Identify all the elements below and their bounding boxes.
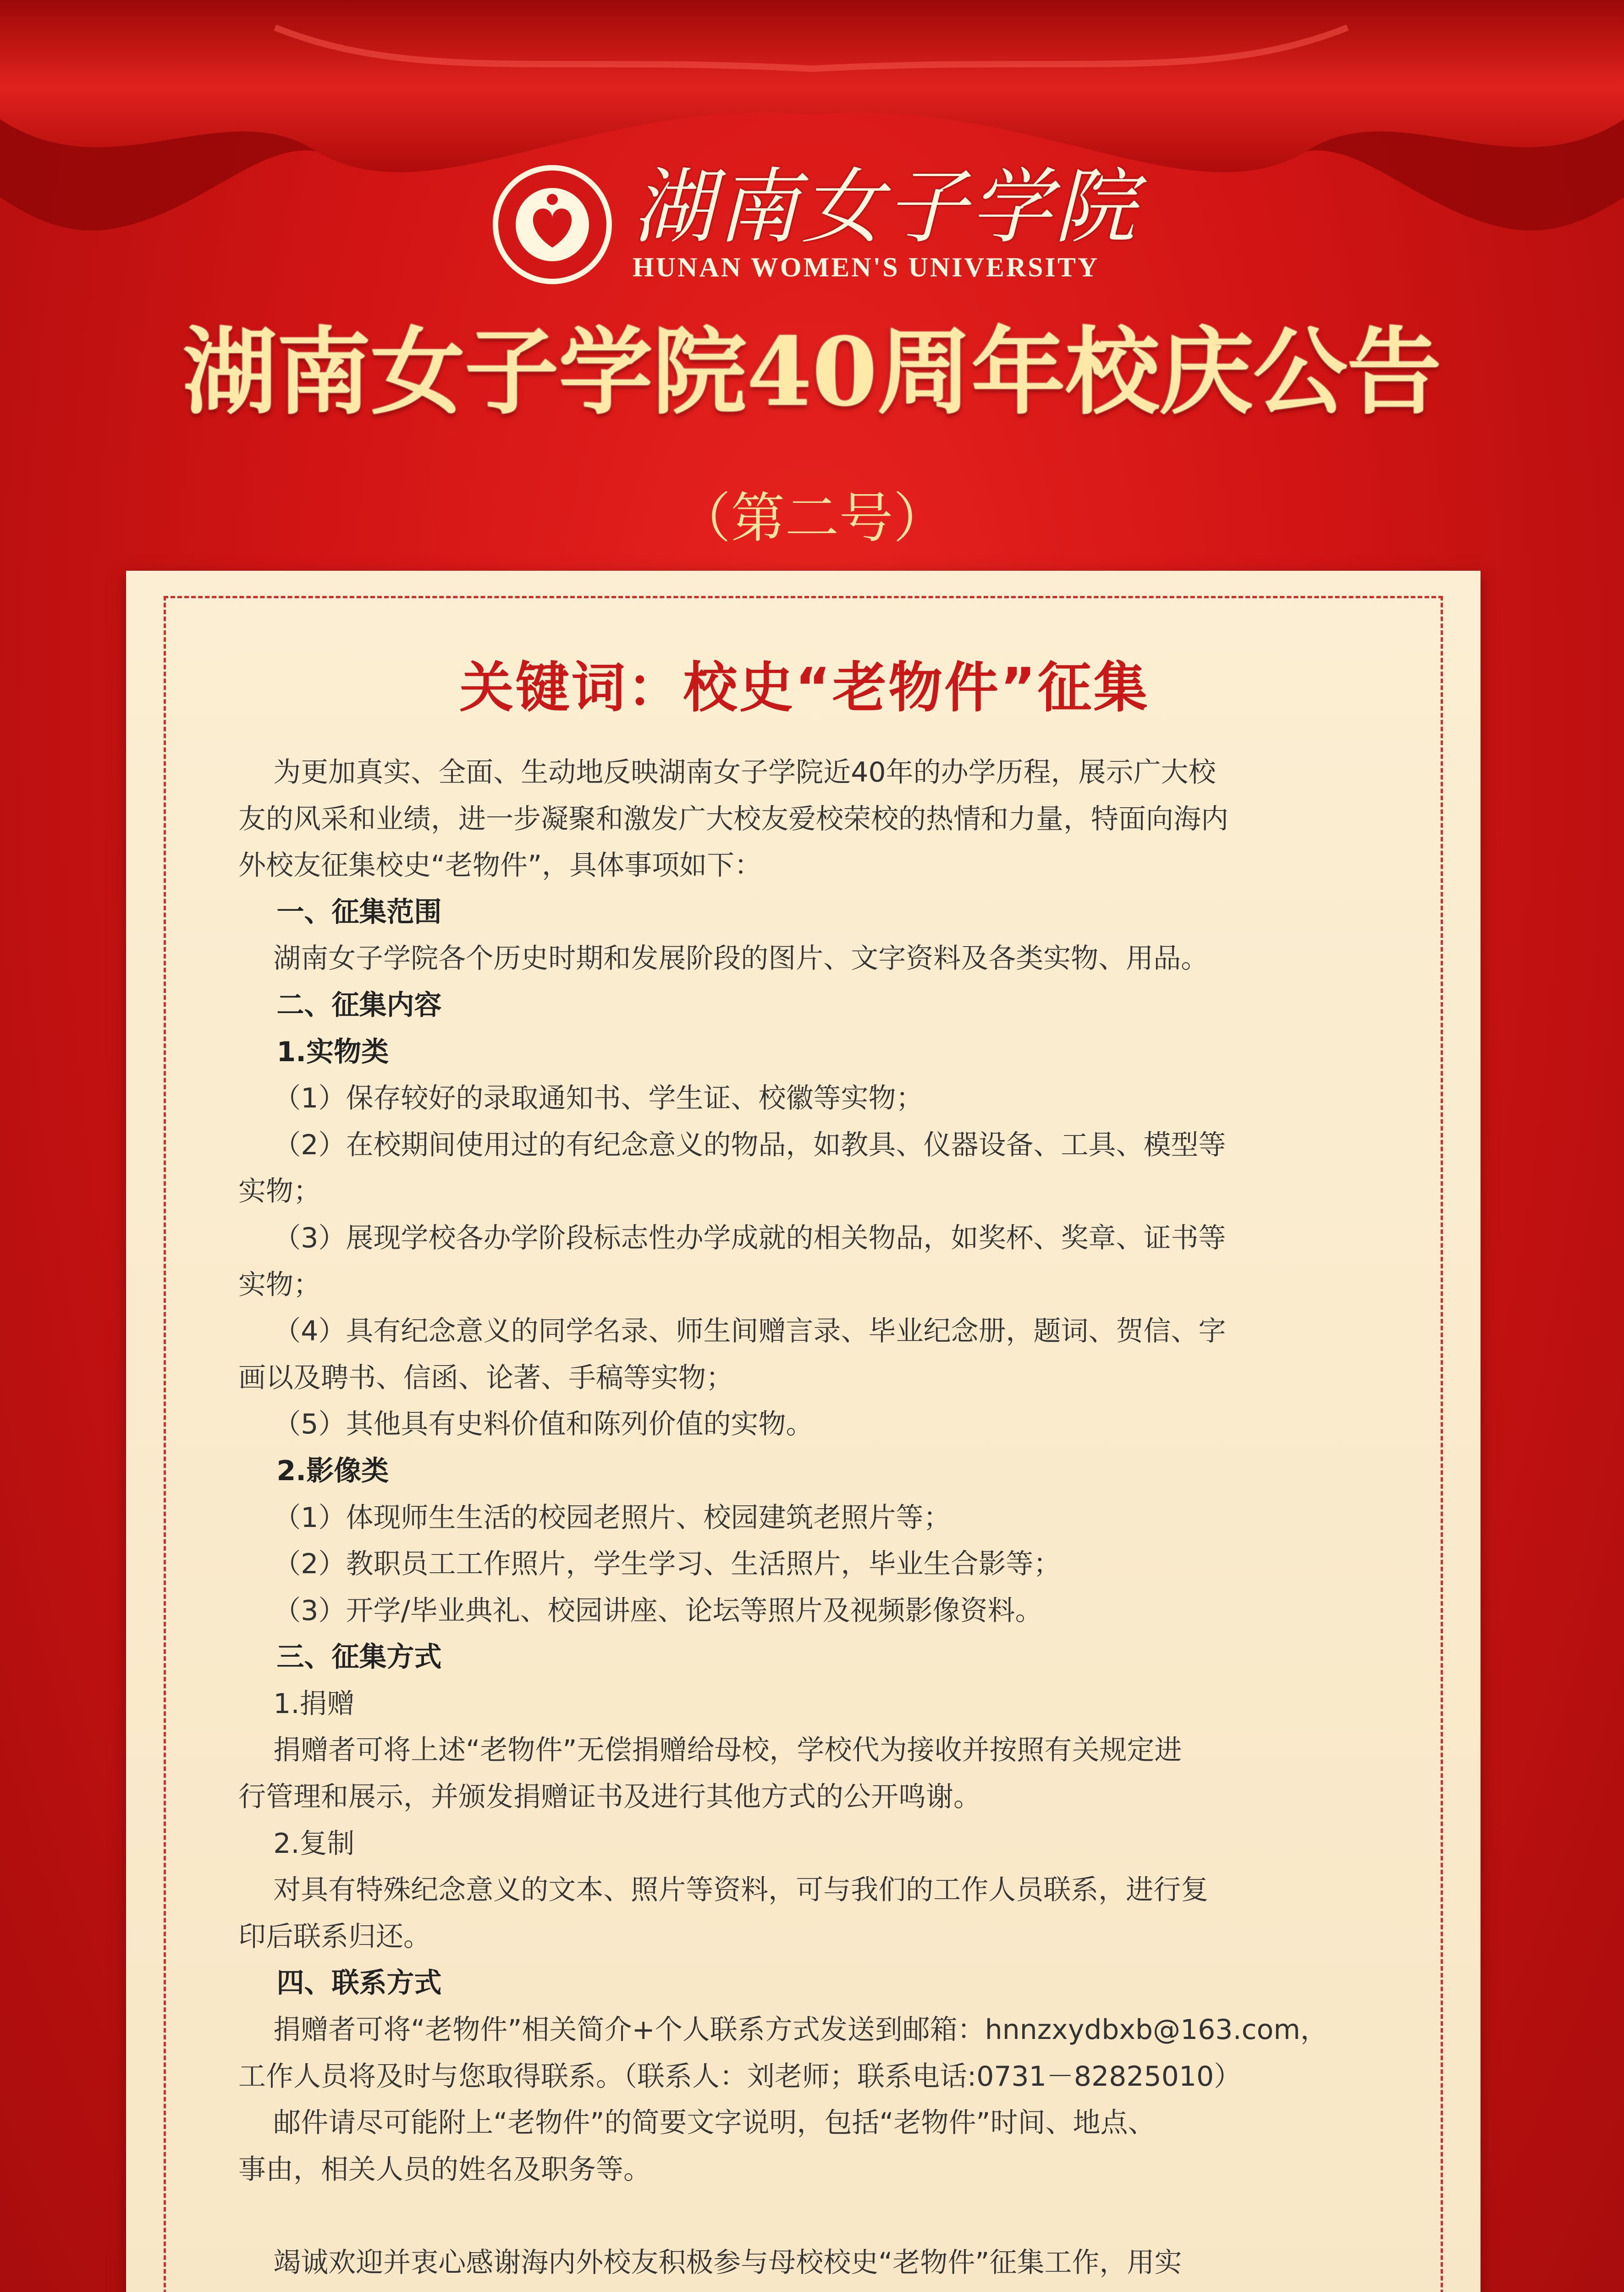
body-line: 竭诚欢迎并衷心感谢海内外校友积极参与母校校史“老物件”征集工作，用实 — [238, 2247, 1182, 2279]
body-line: （3）开学/毕业典礼、校园讲座、论坛等照片及视频影像资料。 — [238, 1594, 1043, 1627]
body-line: 2.影像类 — [238, 1455, 389, 1487]
notice-number: （第二号） — [677, 486, 947, 550]
university-seal-icon — [490, 163, 614, 286]
body-line: 三、征集方式 — [238, 1641, 442, 1674]
body-line: 对具有特殊纪念意义的文本、照片等资料，可与我们的工作人员联系，进行复 — [238, 1874, 1209, 1906]
body-line: 四、联系方式 — [238, 1967, 442, 2000]
notice-content — [238, 644, 1371, 2292]
body-line: 二、征集内容 — [238, 989, 442, 1021]
brand-english-name: HUNAN WOMEN'S UNIVERSITY — [633, 252, 1100, 282]
body-line: （1）体现师生生活的校园老照片、校园建筑老照片等； — [238, 1501, 951, 1534]
body-line: 一、征集范围 — [238, 896, 442, 928]
university-logo — [490, 158, 1139, 291]
body-line: （5）其他具有史料价值和陈列价值的实物。 — [238, 1408, 814, 1441]
body-line — [238, 2193, 1371, 2240]
body-line: 实物； — [238, 1268, 321, 1301]
body-line: （3）展现学校各办学阶段标志性办学成就的相关物品，如奖杯、奖章、证书等 — [238, 1222, 1226, 1254]
body-line: （4）具有纪念意义的同学名录、师生间赠言录、毕业纪念册，题词、贺信、字 — [238, 1315, 1226, 1348]
brand-chinese-name: 湖南女子学院 — [633, 159, 1139, 254]
body-line: 湖南女子学院各个历史时期和发展阶段的图片、文字资料及各类实物、用品。 — [238, 942, 1209, 975]
body-line: 行管理和展示，并颁发捐赠证书及进行其他方式的公开鸣谢。 — [238, 1781, 981, 1813]
body-line: 工作人员将及时与您取得联系。（联系人：刘老师；联系电话:0731－82825010） — [238, 2060, 1242, 2093]
body-line: 捐赠者可将上述“老物件”无偿捐赠给母校，学校代为接收并按照有关规定进 — [238, 1734, 1182, 1767]
notice-paper — [126, 571, 1481, 2292]
page-title: 湖南女子学院40周年校庆公告 — [182, 317, 1442, 427]
body-line: 捐赠者可将“老物件”相关简介+个人联系方式发送到邮箱：hnnzxydbxb@163.com， — [238, 2014, 1328, 2046]
body-line: 实物； — [238, 1175, 321, 1208]
body-line: 友的风采和业绩，进一步凝聚和激发广大校友爱校荣校的热情和力量，特面向海内 — [238, 803, 1228, 835]
notice-heading: 关键词：校史“老物件”征集 — [459, 656, 1150, 719]
body-line: 为更加真实、全面、生动地反映湖南女子学院近40年的办学历程，展示广大校 — [238, 756, 1216, 788]
body-line: （1）保存较好的录取通知书、学生证、校徽等实物； — [238, 1082, 924, 1115]
body-line — [238, 2286, 1371, 2292]
body-line: 事由，相关人员的姓名及职务等。 — [238, 2153, 651, 2186]
body-line: 1.实物类 — [238, 1036, 389, 1068]
body-line: 外校友征集校史“老物件”，具体事项如下： — [238, 849, 762, 882]
body-line: （2）教职员工工作照片，学生学习、生活照片，毕业生合影等； — [238, 1548, 1061, 1581]
body-line: 画以及聘书、信函、论著、手稿等实物； — [238, 1361, 733, 1394]
brand-wordmark — [633, 159, 1139, 283]
body-line: （2）在校期间使用过的有纪念意义的物品，如教具、仪器设备、工具、模型等 — [238, 1129, 1226, 1161]
notice-body — [238, 749, 1371, 2292]
body-line: 邮件请尽可能附上“老物件”的简要文字说明，包括“老物件”时间、地点、 — [238, 2107, 1156, 2139]
body-line: 2.复制 — [238, 1827, 355, 1860]
body-line: 1.捐赠 — [238, 1687, 355, 1720]
body-line: 印后联系归还。 — [238, 1920, 431, 1953]
